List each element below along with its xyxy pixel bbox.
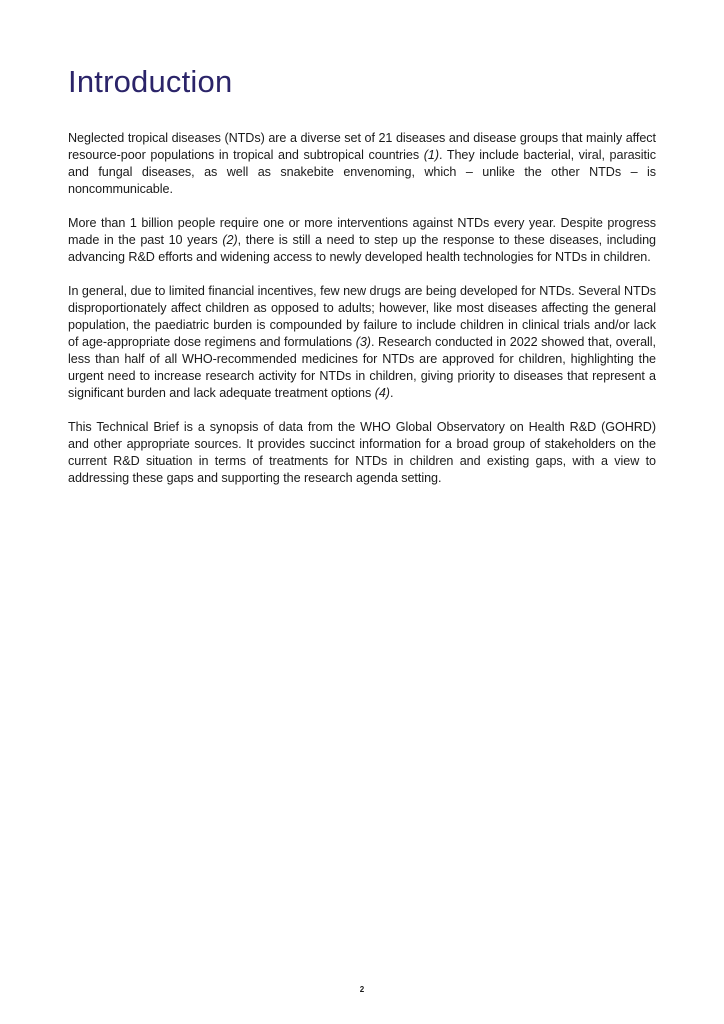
paragraph-text: . They include bacterial, viral, parasitic and fungal diseases, as well as snakebite envenoming, which – unlike the other NTDs – is noncommunicable. bbox=[68, 148, 656, 196]
paragraph-3 bbox=[68, 283, 656, 402]
page-title: Introduction bbox=[68, 64, 233, 99]
paragraph-text: In general, due to limited financial incentives, few new drugs are being developed for NTDs. Several NTDs disproportionately affect children as opposed to adults; however, like most diseases affecting the general population, the paediatric burden is compounded by failure to include children in clinical trials and/or lack of age-appropriate dose regimens and formulations bbox=[68, 284, 656, 349]
body-text bbox=[68, 130, 656, 504]
paragraph-text: . bbox=[389, 386, 394, 400]
paragraph-1 bbox=[68, 130, 656, 198]
citation-ref: (1) bbox=[423, 148, 439, 162]
citation-ref: (4) bbox=[374, 386, 390, 400]
paragraph-2 bbox=[68, 215, 656, 266]
citation-ref: (3) bbox=[355, 335, 371, 349]
page-number: 2 bbox=[359, 985, 365, 994]
paragraph-text: . Research conducted in 2022 showed that, overall, less than half of all WHO-recommended medicines for NTDs are approved for children, highlighting the urgent need to increase research activity for NTDs in children, giving priority to diseases that represent a significant burden and lack adequate treatment options bbox=[68, 335, 656, 400]
paragraph-text: This Technical Brief is a synopsis of data from the WHO Global Observatory on Health R&D (GOHRD) and other appropriate sources. It provides succinct information for a broad group of stakeholders on the current R&D situation in terms of treatments for NTDs in children and existing gaps, with a view to addressing these gaps and supporting the research agenda setting. bbox=[68, 420, 656, 485]
paragraph-text: More than 1 billion people require one or more interventions against NTDs every year. Despite progress made in the past 10 years bbox=[68, 216, 656, 247]
paragraph-text: Neglected tropical diseases (NTDs) are a diverse set of 21 diseases and disease groups that mainly affect resource-poor populations in tropical and subtropical countries bbox=[68, 131, 656, 162]
paragraph-4 bbox=[68, 419, 656, 487]
paragraph-text: , there is still a need to step up the response to these diseases, including advancing R&D efforts and widening access to newly developed health technologies for NTDs in children. bbox=[68, 233, 656, 264]
citation-ref: (2) bbox=[222, 233, 238, 247]
